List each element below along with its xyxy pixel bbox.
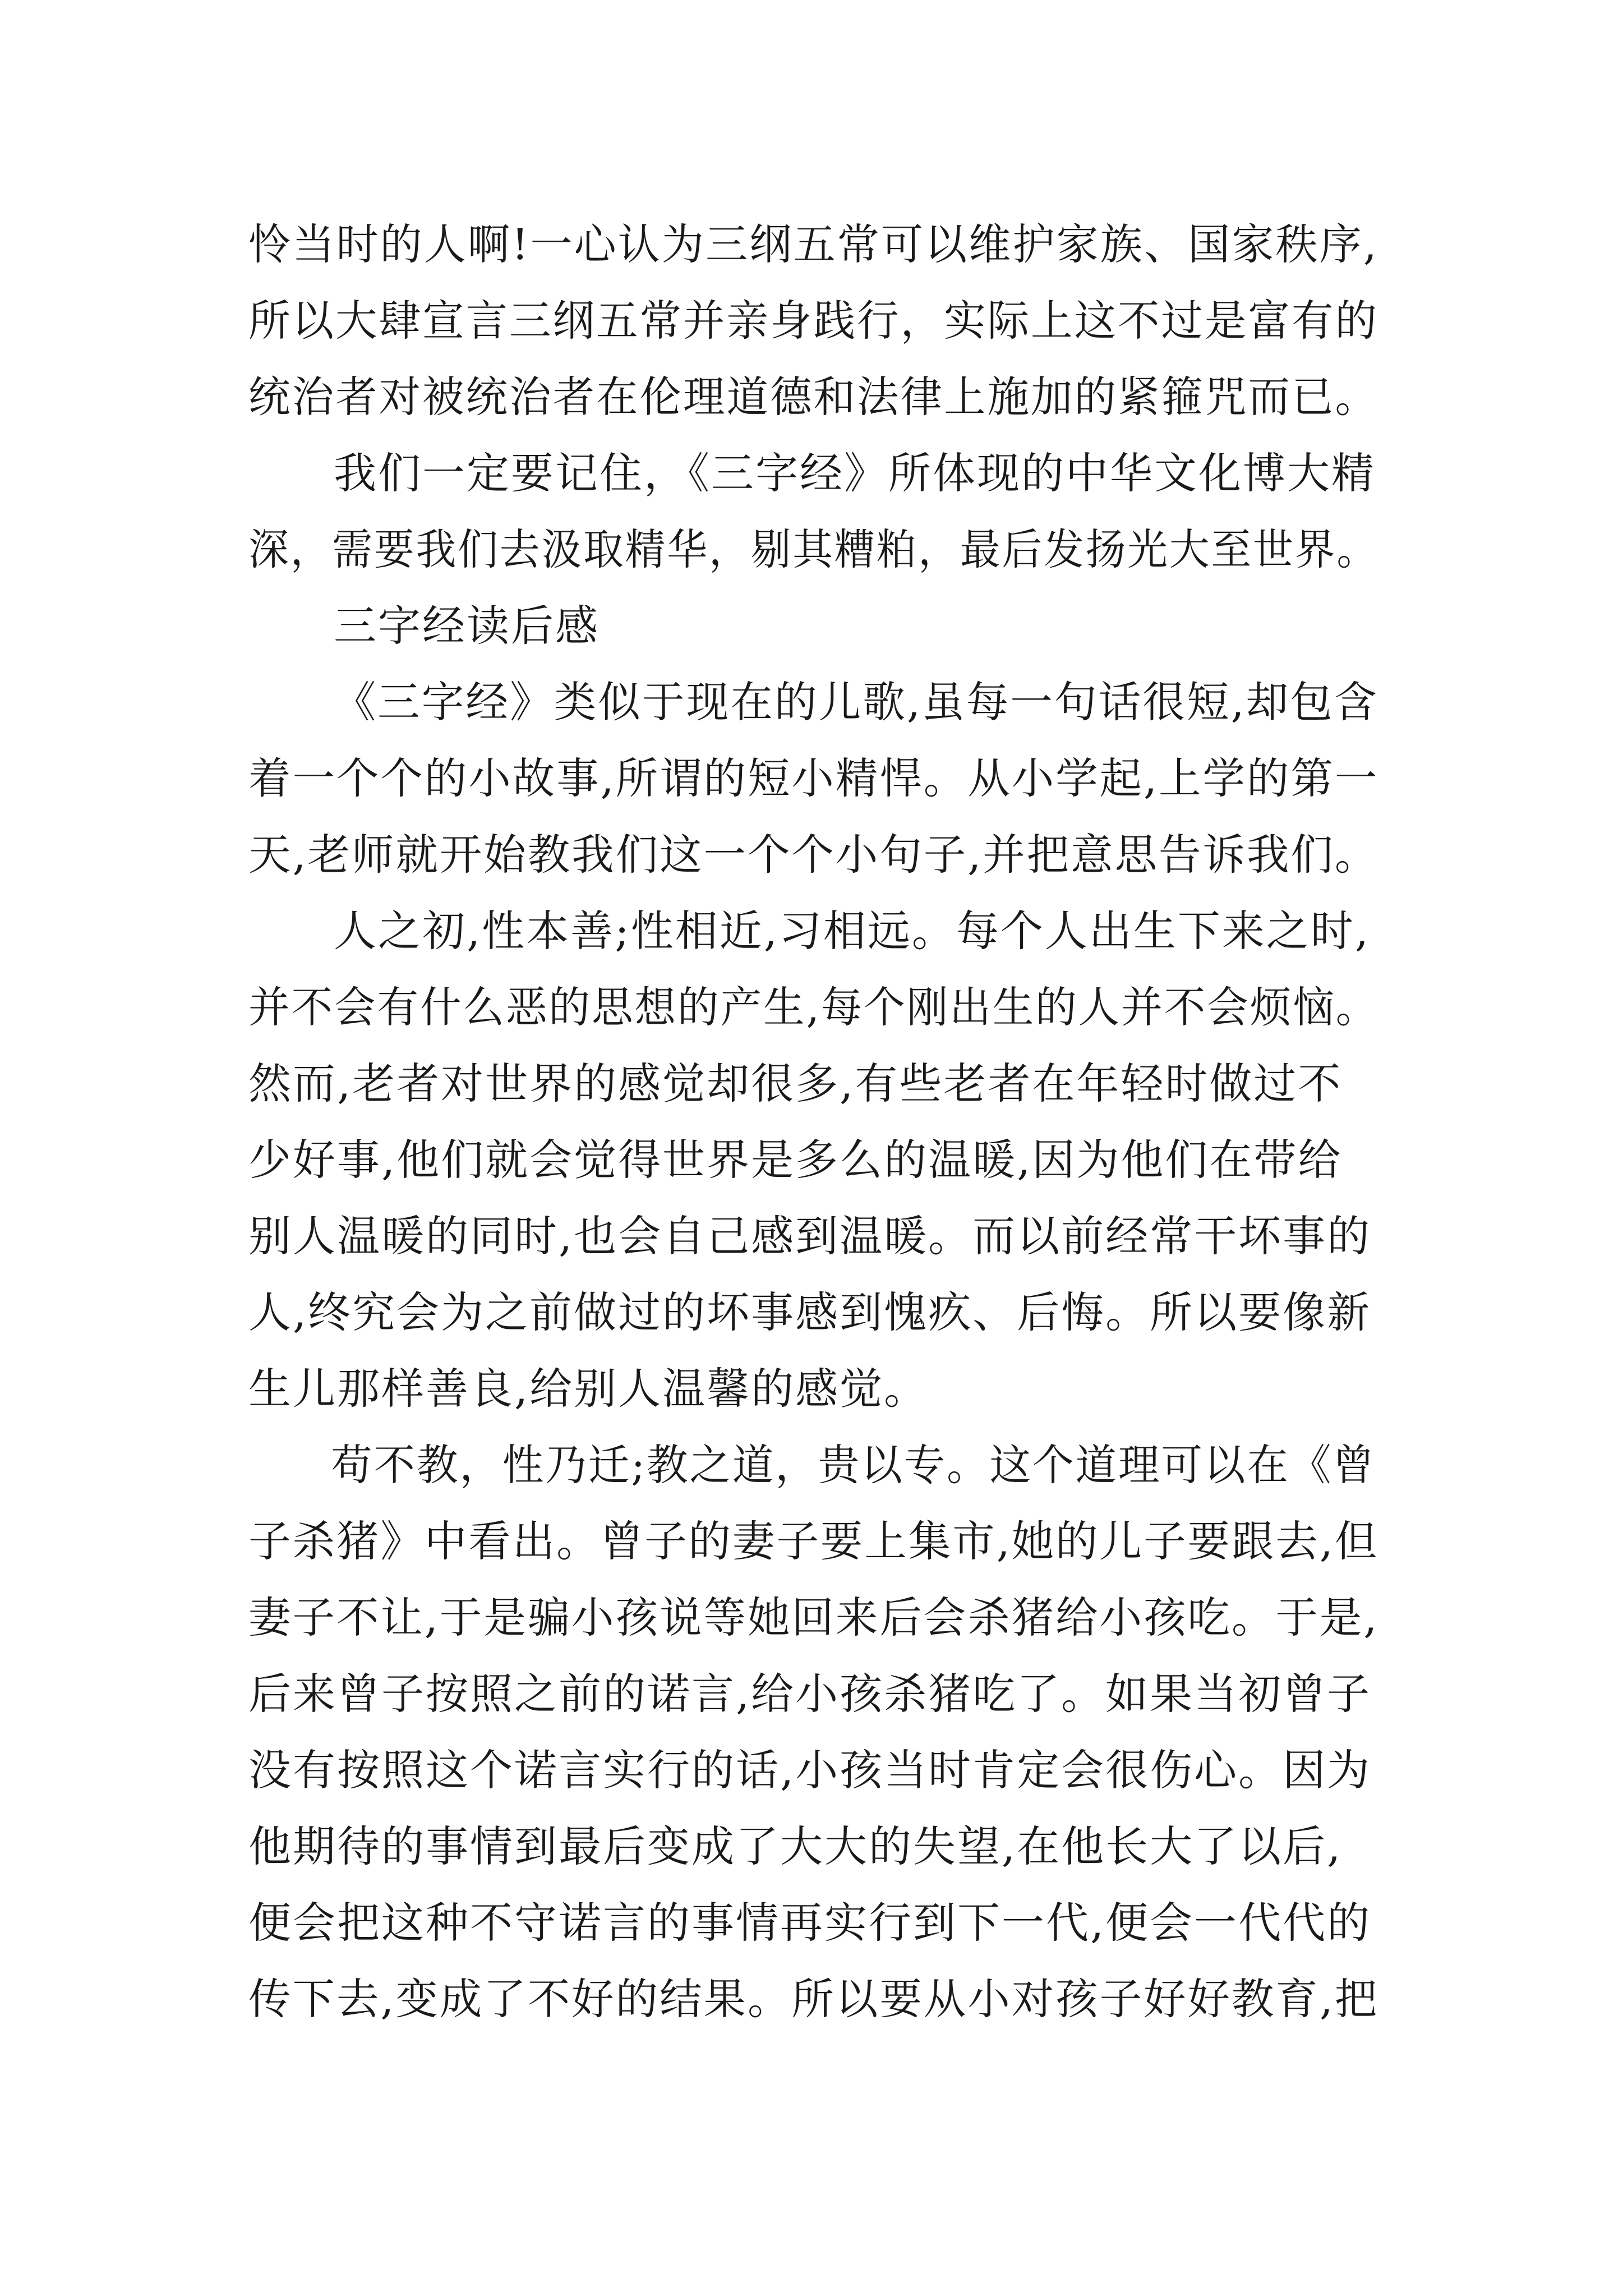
text-line: 传下去,变成了不好的结果。所以要从小对孩子好好教育,把 <box>248 1974 1379 2024</box>
text-line: 怜当时的人啊!一心认为三纲五常可以维护家族、国家秩序, <box>248 219 1378 269</box>
text-line: 后来曾子按照之前的诺言,给小孩杀猪吃了。如果当初曾子 <box>248 1669 1372 1719</box>
text-line: 天,老师就开始教我们这一个个小句子,并把意思告诉我们。 <box>248 830 1379 880</box>
text-line: 他期待的事情到最后变成了大大的失望,在他长大了以后, <box>248 1821 1343 1871</box>
text-line: 苟不教，性乃迁;教之道，贵以专。这个道理可以在《曾 <box>331 1440 1376 1490</box>
text-line: 便会把这种不守诺言的事情再实行到下一代,便会一代代的 <box>248 1898 1372 1948</box>
text-line: 没有按照这个诺言实行的话,小孩当时肯定会很伤心。因为 <box>248 1745 1372 1795</box>
text-line: 子杀猪》中看出。曾子的妻子要上集市,她的儿子要跟去,但 <box>248 1516 1379 1566</box>
text-line: 我们一定要记住，《三字经》所体现的中华文化博大精 <box>334 448 1376 498</box>
text-line: 统治者对被统治者在伦理道德和法律上施加的紧箍咒而已。 <box>248 372 1378 422</box>
text-line: 少好事,他们就会觉得世界是多么的温暖,因为他们在带给 <box>248 1135 1343 1185</box>
text-line: 人之初,性本善;性相近,习相远。每个人出生下来之时, <box>334 906 1371 956</box>
text-line: 妻子不让,于是骗小孩说等她回来后会杀猪给小孩吃。于是, <box>248 1593 1379 1642</box>
text-line: 所以大肆宣言三纲五常并亲身践行，实际上这不过是富有的 <box>248 296 1378 346</box>
text-line: 人,终究会为之前做过的坏事感到愧疚、后悔。所以要像新 <box>248 1287 1372 1337</box>
text-line: 着一个个的小故事,所谓的短小精悍。从小学起,上学的第一 <box>248 753 1379 803</box>
text-line: 并不会有什么恶的思想的产生,每个刚出生的人并不会烦恼。 <box>248 982 1379 1032</box>
text-line: 别人温暖的同时,也会自己感到温暖。而以前经常干坏事的 <box>248 1211 1372 1261</box>
text-line: 《三字经》类似于现在的儿歌,虽每一句话很短,却包含 <box>333 677 1378 727</box>
body-text <box>248 206 1378 2037</box>
text-line: 深，需要我们去汲取精华，剔其糟粕，最后发扬光大至世界。 <box>248 524 1379 574</box>
text-line: 然而,老者对世界的感觉却很多,有些老者在年轻时做过不 <box>248 1059 1343 1108</box>
text-line: 三字经读后感 <box>334 601 600 651</box>
text-line: 生儿那样善良,给别人温馨的感觉。 <box>248 1364 929 1414</box>
